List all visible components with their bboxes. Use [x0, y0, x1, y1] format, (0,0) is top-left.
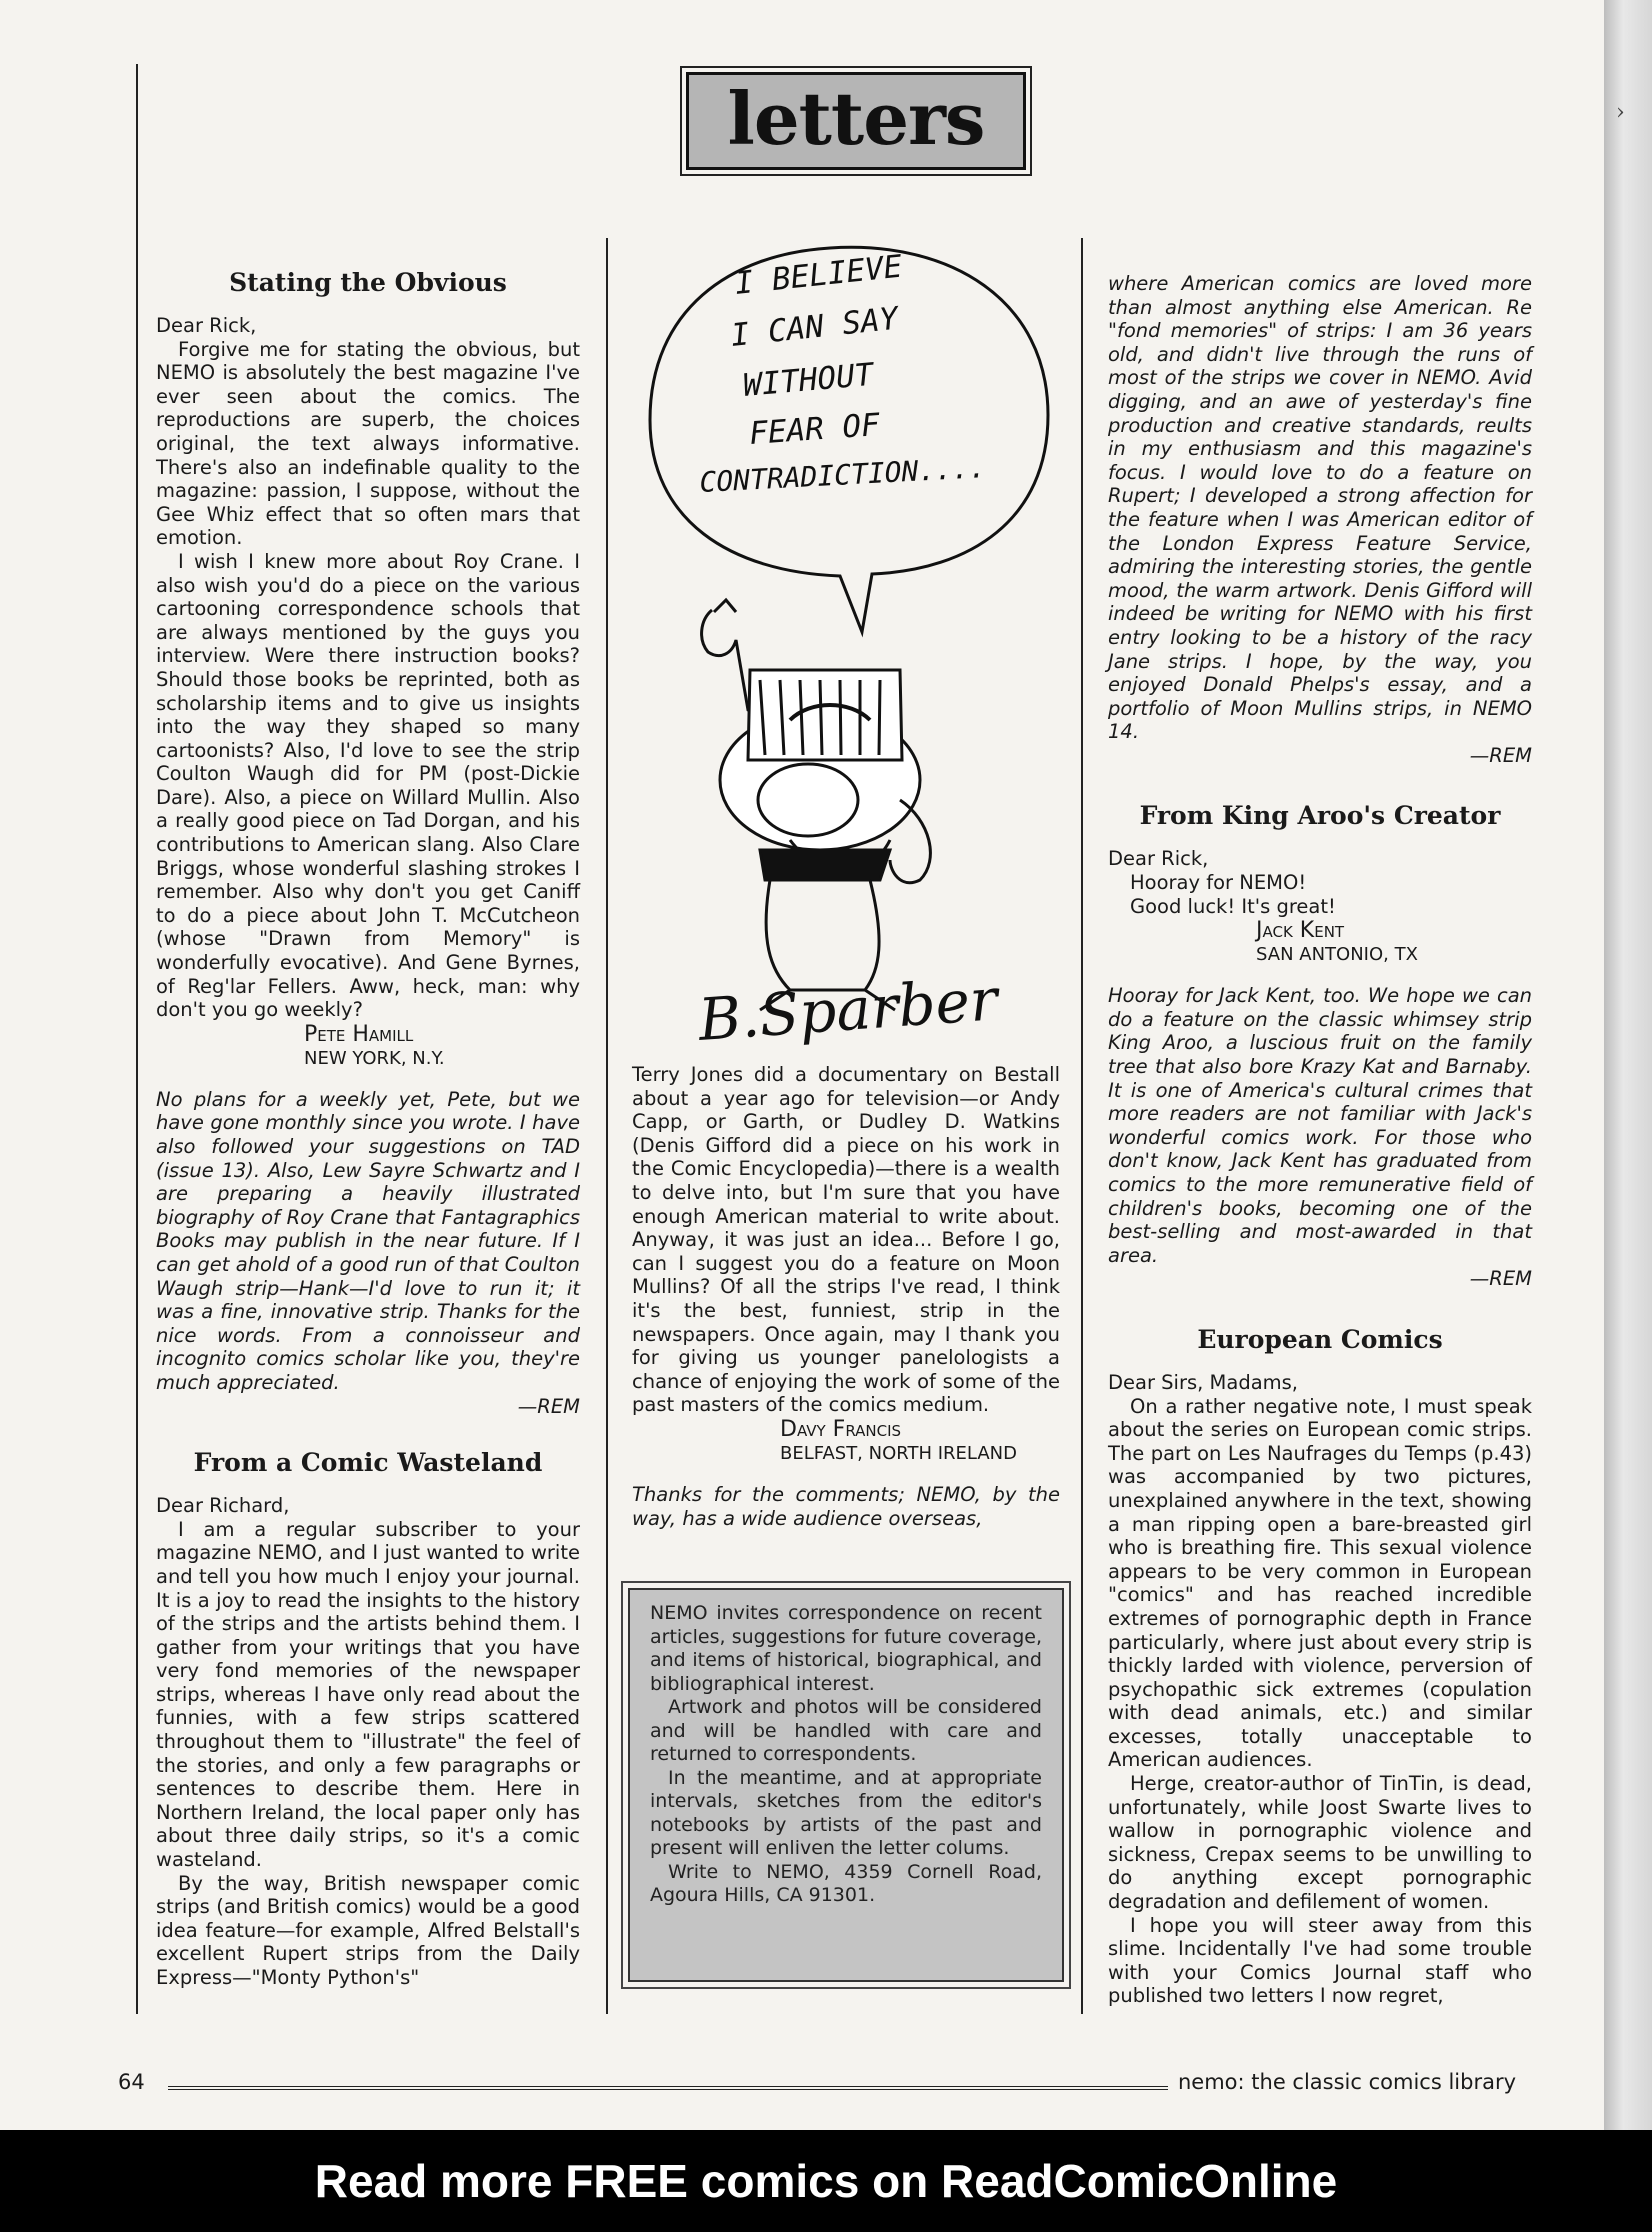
letter-heading: From King Aroo's Creator — [1139, 801, 1501, 831]
column-rule-2 — [1081, 238, 1083, 2014]
letter-heading: European Comics — [1197, 1324, 1443, 1354]
correspondence-box — [628, 1588, 1064, 1982]
letter-paragraph: By the way, British newspaper comic strips (and British comics) would be a good idea feature—for example, Alfred Belstall's excellent Rupert strips from the Daily Express—"Monty Python's" — [156, 1871, 580, 1989]
editor-reply: Hooray for Jack Kent, too. We hope we can do a feature on the classic whimsey strip King Aroo, a luscious fruit on the family tree that also bore Krazy Kat and Barnaby. It is one of America's cultural crimes that more readers are not familiar with Jack's wonderful comics work. For those who don't know, Jack Kent has graduated from comics to the more remunerative field of children's books, becoming one of the best-selling and most-awarded in that area. — [1108, 984, 1532, 1267]
promo-banner[interactable]: Read more FREE comics on ReadComicOnline — [0, 2130, 1652, 2232]
editor-sign: —REM — [1469, 743, 1532, 767]
letter-paragraph: I am a regular subscriber to your magazine NEMO, and I just wanted to write and tell you how much I enjoy your journal. It is a joy to read the insights to the history of the strips and the artists behind them. I gather from your writings that you have very fond memories of the newspaper strips, whereas I have only read about the funnies, with a few strips scattered throughout them to "illustrate" the feel of the stories, and only a few paragraphs or sentences to describe them. Here in Northern Ireland, the local paper only has about three daily strips, so it's a comic wasteland. — [156, 1517, 580, 1872]
signature-name: Pete Hamill — [304, 1021, 414, 1047]
column-2 — [632, 1063, 1060, 1530]
editor-sign: —REM — [1469, 1267, 1532, 1291]
letter-paragraph: Forgive me for stating the obvious, but NEMO is absolutely the best magazine I've ever seen about the comics. The reproductions are superb, the choices original, the text always informative. There's also an indefinable quality to the magazine: passion, I suppose, without the Gee Whiz effect that so often mars that emotion. — [156, 337, 580, 550]
letter-heading: Stating the Obvious — [229, 268, 507, 297]
letter-paragraph: I wish I knew more about Roy Crane. I also wish you'd do a piece on the various cartooning correspondence schools that are always mentioned by the guys you interview. Were there instruction books? Should those books be reprinted, both as scholarship items and to give us insights into the way they shaped so many cartoonists? Also, I'd love to see the strip Coulton Waugh did for PM (post-Dickie Dare). Also, a piece on Willard Mullin. Also a really good piece on Tad Dorgan, and his contributions to American slang. Also Clare Briggs, whose wonderful slashing strokes I remember. Also why don't you get Caniff to do a piece about John T. McCutcheon (whose "Drawn from Memory" is wonderfully evocative). And Gene Byrnes, of Reg'lar Fellers. Aww, heck, man: why don't you go weekly? — [156, 549, 580, 1022]
salutation: Dear Rick, — [156, 314, 257, 337]
salutation: Dear Sirs, Madams, — [1108, 1370, 1299, 1394]
salutation: Dear Richard, — [156, 1494, 290, 1518]
signature-name: Jack Kent — [1256, 918, 1345, 944]
column-1 — [156, 268, 580, 1990]
letter-paragraph: On a rather negative note, I must speak about the series on European comic strips. The part on Les Naufrages du Temps (p.43) was accompanied by two pictures, unexplained anywhere in the text, showing a man ripping open a bare-breasted girl who is breathing fire. This sexual violence appears to be very common in European "comics" and has reached incredible extremes of pornographic depth in France particularly, where just about every strip is thickly larded with violence, perversion of psychopathic sick extremes (copulation with dead animals, etc.) and similar excesses, totally unacceptable to American audiences. — [1108, 1394, 1532, 1772]
signature-place: NEW YORK, N.Y. — [304, 1047, 445, 1069]
salutation: Dear Rick, — [1108, 847, 1209, 871]
artist-signature: B.Sparber — [696, 965, 1000, 1054]
bubble-line-5: CONTRADICTION.... — [698, 451, 987, 499]
page-edge: › — [1604, 0, 1652, 2130]
editor-reply: where American comics are loved more than almost anything else American. Re "fond memories" of strips: I am 36 years old, and didn't live through the runs of most of the strips we cover in NEMO. Avid digging, and an awe of yesterday's fine production and creative standards, reults in my enthusiasm and this magazine's focus. I would love to do a feature on Rupert; I developed a strong affection for the feature when I was American editor of the London Express Feature Service, admiring the interesting stories, the gentle mood, the warm artwork. Denis Gifford will indeed be writing for NEMO with his first entry looking to be a history of the racy Jane strips. I hope, by the way, you enjoyed Donald Phelps's essay, and a portfolio of Moon Mullins strips, in NEMO 14. — [1108, 272, 1532, 744]
box-paragraph: Artwork and photos will be considered and will be handled with care and returned to correspondents. — [650, 1696, 1042, 1765]
signature-name: Davy Francis — [780, 1416, 902, 1442]
letter-line: Hooray for NEMO! — [1130, 871, 1307, 895]
letter-heading: From a Comic Wasteland — [193, 1448, 543, 1478]
left-rule — [136, 64, 138, 2014]
bubble-line-4: FEAR OF — [748, 406, 881, 452]
cartoon-illustration — [640, 240, 1060, 1060]
character-drawing — [702, 600, 931, 1010]
footer-title: nemo: the classic comics library — [1172, 2070, 1516, 2094]
letter-paragraph: Terry Jones did a documentary on Bestall about a year ago for television—or Andy Capp, or Garth, or Dudley D. Watkins (Denis Gifford did a piece on his work in the Comic Encyclopedia)—there is a wealth to delve into, but I'm sure that you have enough American material to write about. Anyway, it was just an idea... Before I go, can I suggest you do a feature on Moon Mullins? Of all the strips I've read, I think it's the best, funniest, strip in the newspapers. Once again, may I thank you for giving us younger panelologists a chance of enjoying the work of some of the past masters of the comics medium. — [632, 1063, 1060, 1417]
editor-sign: —REM — [517, 1394, 580, 1418]
box-paragraph: Write to NEMO, 4359 Cornell Road, Agoura Hills, CA 91301. — [650, 1860, 1042, 1906]
box-paragraph: NEMO invites correspondence on recent articles, suggestions for future coverage, and items of historical, biographical, and bibliographical interest. — [650, 1602, 1042, 1695]
editor-reply: No plans for a weekly yet, Pete, but we have gone monthly since you wrote. I have also followed your suggestions on TAD (issue 13). Also, Lew Sayre Schwartz and I are preparing a heavily illustrated biography of Roy Crane that Fantagraphics Books may publish in the near future. If I can get ahold of a good run of that Coulton Waugh strip—Hank—I'd love to run it; it was a fine, innovative strip. Thanks for the nice words. From a connoisseur and incognito comics scholar like you, they're much appreciated. — [156, 1087, 580, 1394]
signature-place: SAN ANTONIO, TX — [1256, 944, 1418, 966]
column-rule-1 — [606, 238, 608, 2014]
editor-reply: Thanks for the comments; NEMO, by the way, has a wide audience overseas, — [632, 1482, 1060, 1530]
letter-line: Good luck! It's great! — [1130, 894, 1336, 918]
bubble-line-3: WITHOUT — [741, 356, 875, 404]
bubble-line-2: I CAN SAY — [729, 300, 900, 354]
footer-rule — [168, 2086, 1168, 2090]
bubble-line-1: I BELIEVE — [733, 248, 904, 302]
masthead-title: letters — [727, 76, 985, 161]
column-3 — [1108, 272, 1532, 2008]
page-number: 64 — [118, 2070, 145, 2094]
letter-paragraph: I hope you will steer away from this slime. Incidentally I've had some trouble with your Comics Journal staff who published two letters I now regret, — [1108, 1913, 1532, 2008]
box-paragraph: In the meantime, and at appropriate intervals, sketches from the editor's notebooks by artists of the past and present will enliven the letter colums. — [650, 1766, 1042, 1859]
signature-place: BELFAST, NORTH IRELAND — [780, 1442, 1017, 1464]
letters-masthead — [686, 72, 1026, 170]
letter-paragraph: Herge, creator-author of TinTin, is dead, unfortunately, while Joost Swarte lives to wallow in pornographic violence and sickness, Crepax seems to be unwilling to do anything except pornographic degradation and defilement of women. — [1108, 1772, 1532, 1914]
